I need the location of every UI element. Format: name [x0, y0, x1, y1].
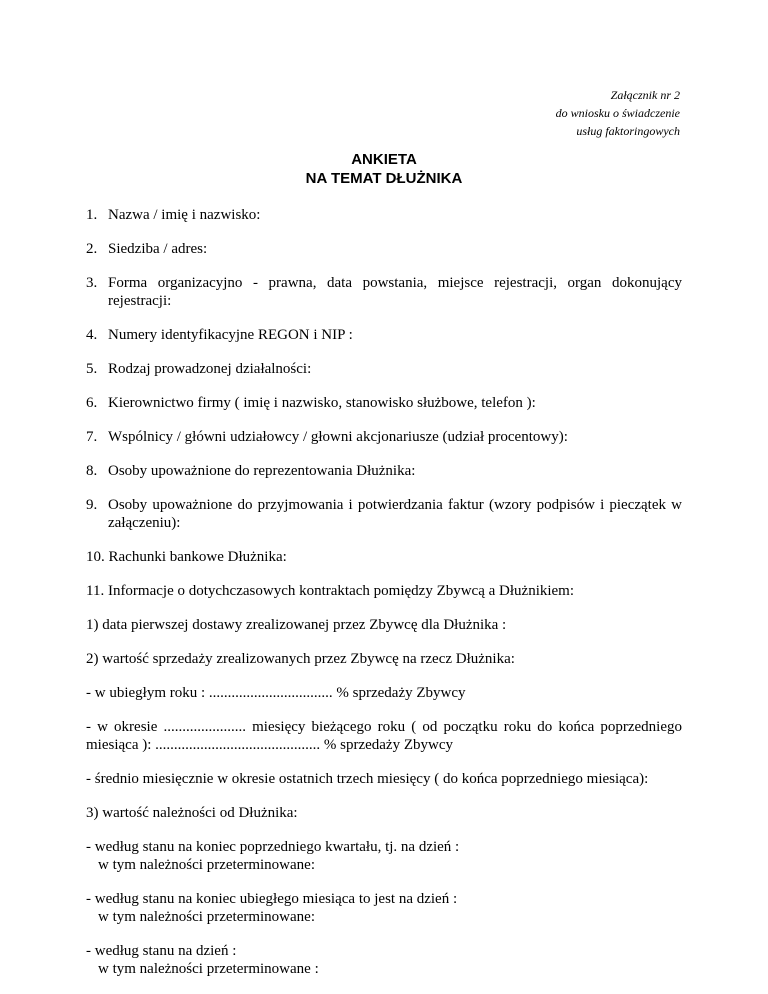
item-number: 1. — [86, 207, 98, 223]
item-text: Kierownictwo firmy ( imię i nazwisko, stanowisko służbowe, telefon ): — [108, 395, 536, 411]
item-number: 9. — [86, 497, 98, 513]
balance-main: - według stanu na dzień : — [86, 943, 237, 959]
annex-note — [556, 86, 680, 140]
item-text: Nazwa / imię i nazwisko: — [108, 207, 261, 223]
annex-line: Załącznik nr 2 — [610, 88, 680, 102]
item-number: 2. — [86, 241, 98, 257]
title-line: ANKIETA — [351, 151, 417, 168]
annex-line: do wniosku o świadczenie — [555, 106, 680, 120]
balance-overdue: w tym należności przeterminowane : — [98, 961, 319, 977]
balance-entry — [86, 838, 682, 874]
item-number: 6. — [86, 395, 98, 411]
item-number: 5. — [86, 361, 98, 377]
first-delivery-line: 1) data pierwszej dostawy zrealizowanej przez Zbywcę dla Dłużnika : — [86, 617, 507, 633]
monthly-average-line: - średnio miesięcznie w okresie ostatnich trzech miesięcy ( do końca poprzedniego miesiąca): — [86, 771, 649, 787]
item-text: Forma organizacyjno - prawna, data powstania, miejsce rejestracji, organ dokonujący rejestracji: — [108, 275, 682, 309]
list-item — [86, 462, 682, 480]
item-text: Numery identyfikacyjne REGON i NIP : — [108, 327, 353, 343]
list-item — [86, 428, 682, 446]
list-item — [86, 206, 682, 224]
annex-line: usług faktoringowych — [576, 124, 680, 138]
balance-overdue: w tym należności przeterminowane: — [98, 857, 316, 873]
balance-main: - według stanu na koniec poprzedniego kwartału, tj. na dzień : — [86, 839, 460, 855]
list-item — [86, 360, 682, 378]
balance-overdue: w tym należności przeterminowane: — [98, 909, 316, 925]
item-text: Rodzaj prowadzonej działalności: — [108, 361, 312, 377]
current-year-sales-line: - w okresie ...................... miesięcy bieżącego roku ( od początku roku do końca poprzedniego miesiąca ): ............................................ % sprzedaży Zbywcy — [86, 719, 682, 753]
balance-entry — [86, 942, 682, 978]
bank-accounts-line: 10. Rachunki bankowe Dłużnika: — [86, 549, 287, 565]
item-number: 7. — [86, 429, 98, 445]
sales-value-line: 2) wartość sprzedaży zrealizowanych przez Zbywcę na rzecz Dłużnika: — [86, 651, 515, 667]
item-number: 3. — [86, 275, 98, 291]
item-text: Wspólnicy / główni udziałowcy / głowni akcjonariusze (udział procentowy): — [108, 429, 568, 445]
contracts-heading: 11. Informacje o dotychczasowych kontraktach pomiędzy Zbywcą a Dłużnikiem: — [86, 583, 575, 599]
list-item — [86, 274, 682, 310]
title-line: NA TEMAT DŁUŻNIKA — [305, 170, 463, 187]
receivables-heading: 3) wartość należności od Dłużnika: — [86, 805, 298, 821]
balance-entry — [86, 890, 682, 926]
balance-main: - według stanu na koniec ubiegłego miesiąca to jest na dzień : — [86, 891, 458, 907]
item-text: Siedziba / adres: — [108, 241, 208, 257]
list-item — [86, 394, 682, 412]
item-text: Osoby upoważnione do reprezentowania Dłużnika: — [108, 463, 416, 479]
item-number: 4. — [86, 327, 98, 343]
item-text: Osoby upoważnione do przyjmowania i potwierdzania faktur (wzory podpisów i pieczątek w załączeniu): — [108, 497, 682, 531]
questionnaire-body — [86, 206, 682, 994]
document-title — [0, 150, 768, 188]
last-year-sales-line: - w ubiegłym roku : ................................. % sprzedaży Zbywcy — [86, 685, 466, 701]
list-item — [86, 326, 682, 344]
list-item — [86, 496, 682, 532]
item-number: 8. — [86, 463, 98, 479]
list-item — [86, 240, 682, 258]
